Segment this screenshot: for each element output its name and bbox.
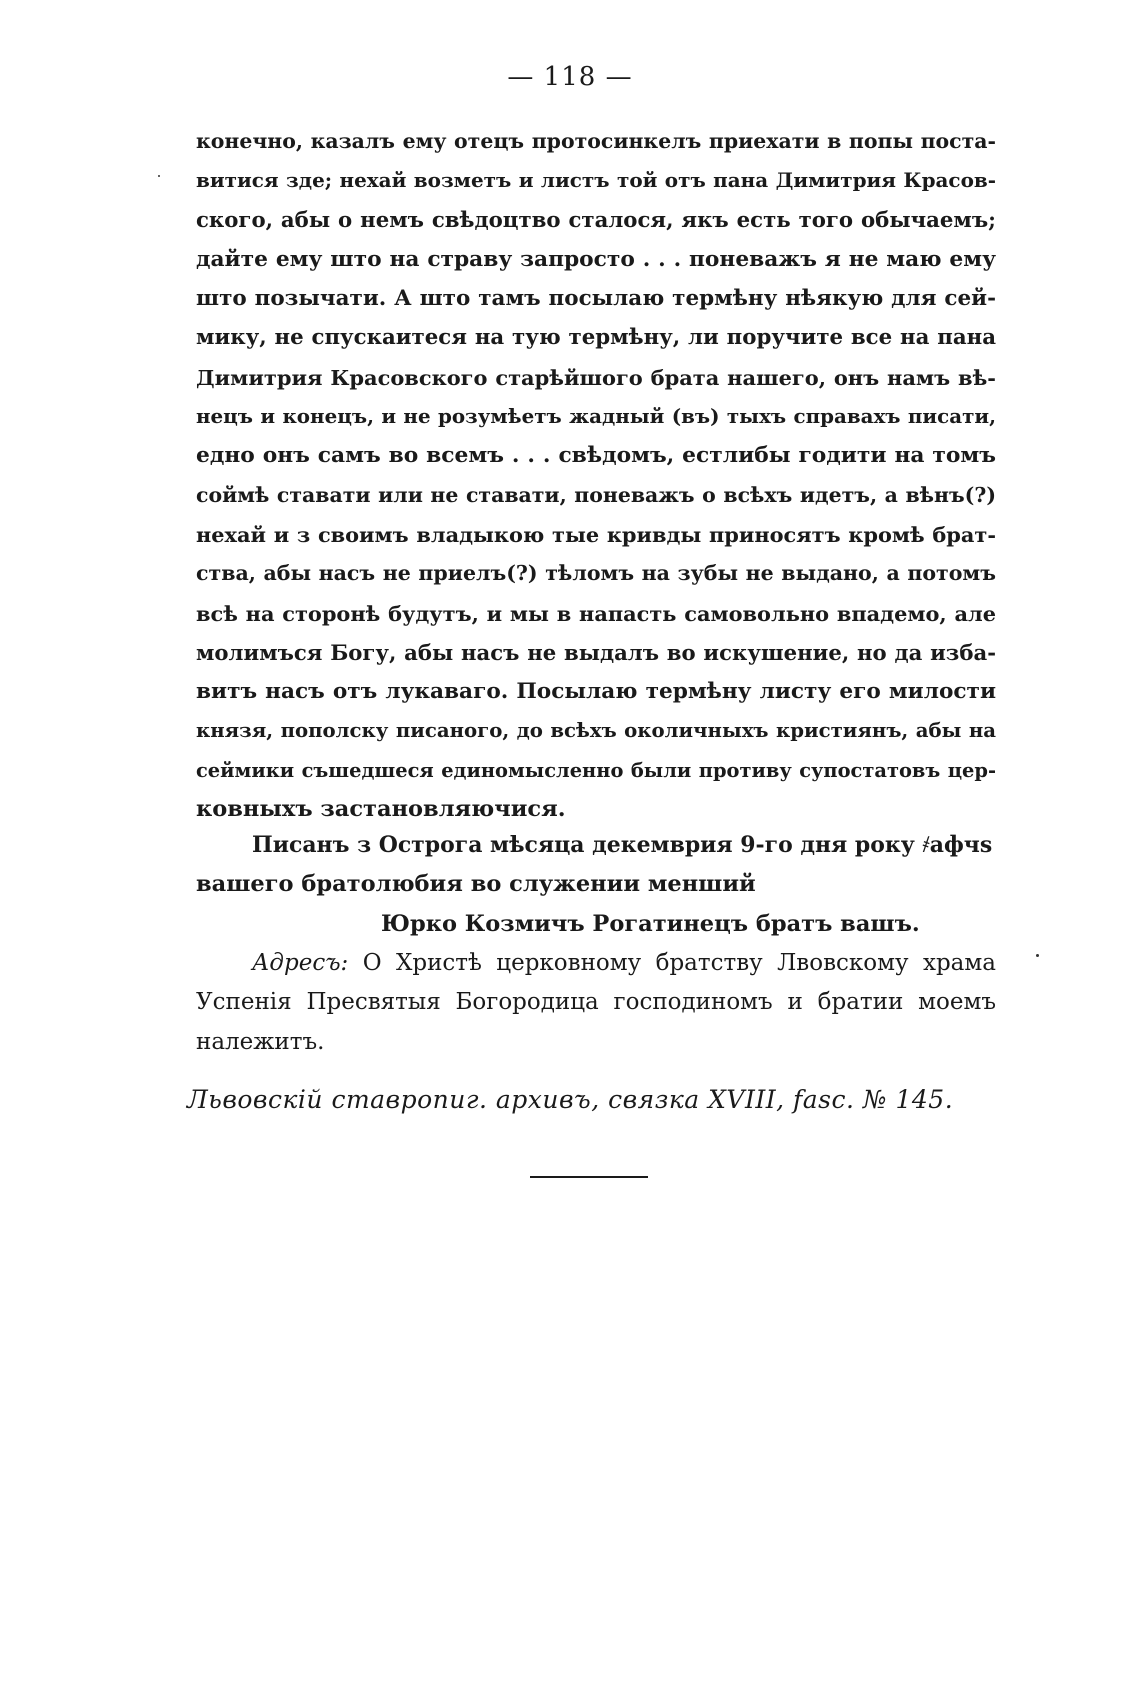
address-line-3: належитъ. [196,1028,325,1055]
address-block [196,944,996,1062]
address-text-1: О Христѣ церковному братству Лвовскому храма [362,950,997,976]
body-line: ства, абы насъ не приелъ(?) тѣломъ на зубы не выдано, а потомъ [196,561,996,586]
body-line: витъ насъ отъ лукаваго. Посылаю термѣну листу его милости [196,679,996,705]
signature: Юрко Козмичъ Рогатинецъ братъ вашъ. [381,910,920,937]
body-line: конечно, казалъ ему отецъ протосинкелъ приехати в попы поста- [196,129,996,153]
archive-reference: Львовскій ставропиг. архивъ, связка XVIII, fasc. № 145. [186,1085,954,1114]
body-line: едно онъ самъ во всемъ . . . свѣдомъ, естлибы годити на томъ [196,443,996,469]
body-line: соймѣ ставати или не ставати, поневажъ о всѣхъ идетъ, а вѣнъ(?) [196,482,996,507]
print-speck [158,175,160,177]
address-label: Адресъ: [252,950,349,976]
body-line: витися зде; нехай возметъ и листъ той отъ пана Димитрия Красов- [196,168,996,193]
body-line: мику, не спускаитеся на тую термѣну, ли поручите все на пана [196,325,996,351]
letter-body [196,122,996,829]
body-line: нехай и з своимъ владыкою тые кривды приносятъ кромѣ брат- [196,521,996,547]
body-line: дайте ему што на страву запросто . . . поневажъ я не маю ему [196,246,996,272]
address-line-2: Успенія Пресвятыя Богородица господиномъ и братии моемъ [196,989,996,1016]
print-speck [1036,954,1039,957]
page-number: — 118 — [507,62,633,92]
address-line-1 [196,944,996,983]
body-line: ковныхъ застановляючися. [196,796,566,823]
body-line: сеймики съшедшеся единомысленно были противу супостатовъ цер- [196,758,996,782]
letter-closing [196,826,996,944]
body-line: што позычати. А што тамъ посылаю термѣну нѣякую для сей- [196,286,996,312]
dated-line: Писанъ з Острога мѣсяца декемврия 9-го дня року ҂афчѕ [252,832,993,858]
body-line: Димитрия Красовского старѣйшого брата нашего, онъ намъ вѣ- [196,364,996,390]
body-line: нецъ и конецъ, и не розумѣетъ жадный (въ) тыхъ справахъ писати, [196,404,996,429]
service-line: вашего братолюбия во служении менший [196,871,756,898]
section-rule [530,1176,648,1178]
body-line: ского, абы о немъ свѣдоцтво сталося, якъ есть того обычаемъ; [196,207,996,233]
body-line: князя, пополску писаного, до всѣхъ околичныхъ кристиянъ, абы на [196,719,996,743]
body-line: всѣ на сторонѣ будутъ, и мы в напасть самовольно впадемо, але [196,600,996,626]
body-line: молимъся Богу, абы насъ не выдалъ во искушение, но да изба- [196,639,996,665]
